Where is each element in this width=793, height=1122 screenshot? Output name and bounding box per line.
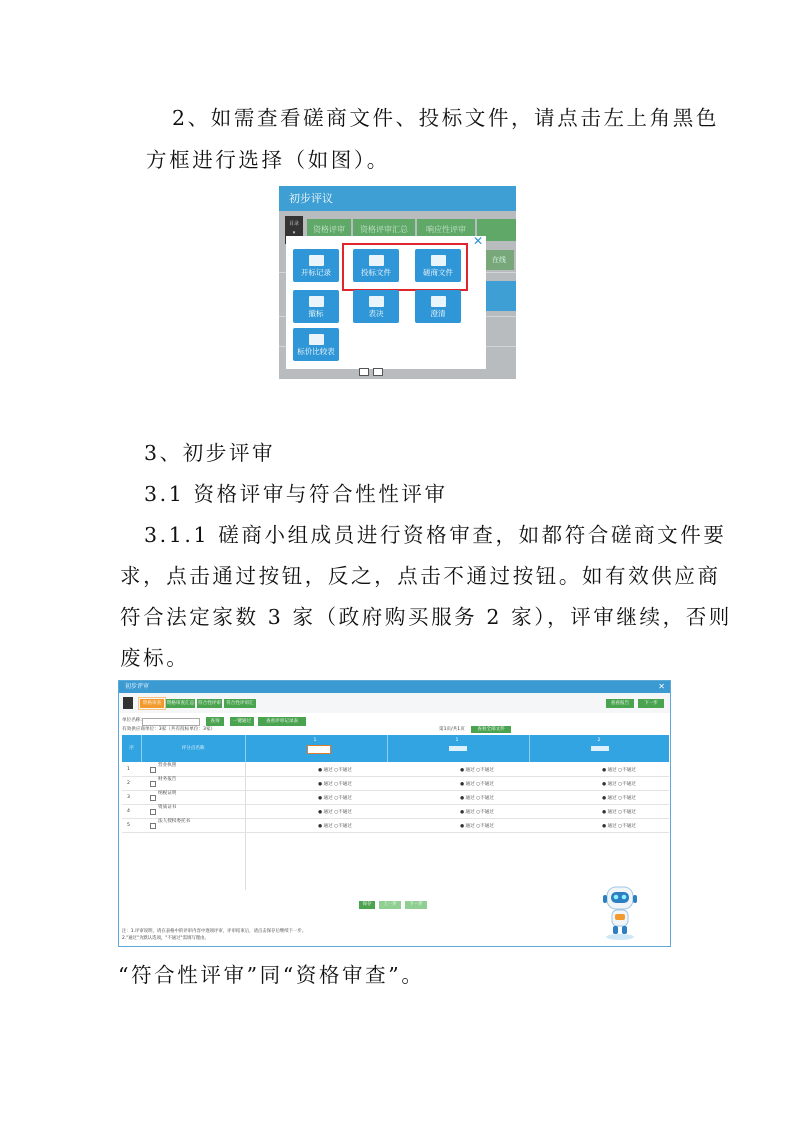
- withdraw-tile[interactable]: [293, 290, 339, 323]
- pass-radio[interactable]: 通过: [465, 782, 475, 787]
- tile-label: 标价比较表: [297, 347, 335, 356]
- fail-radio[interactable]: 不通过: [480, 782, 494, 787]
- window-title: 初步评审: [119, 681, 671, 693]
- background-strip: [484, 281, 516, 311]
- divider: [245, 735, 246, 762]
- row-number: 2: [127, 781, 130, 786]
- pass-fail-radio-group[interactable]: [602, 795, 636, 801]
- radio-icon[interactable]: ○: [616, 796, 623, 801]
- pass-radio[interactable]: 通过: [323, 796, 333, 801]
- pass-fail-radio-group[interactable]: [460, 767, 494, 773]
- table-row: [122, 819, 669, 833]
- radio-selected-icon[interactable]: ●: [318, 824, 324, 829]
- checkbox[interactable]: [150, 767, 156, 773]
- fail-radio[interactable]: 不通过: [338, 782, 352, 787]
- highlight-box: [342, 243, 468, 291]
- checkbox[interactable]: [150, 809, 156, 815]
- radio-selected-icon[interactable]: ●: [602, 782, 608, 787]
- pass-radio[interactable]: 通过: [323, 782, 333, 787]
- tab-qualification[interactable]: 资格评审: [307, 219, 351, 241]
- para-conformity-note: “符合性评审”同“资格审查”。: [118, 963, 425, 987]
- vote-tile[interactable]: [353, 290, 399, 323]
- company-name-input[interactable]: [142, 718, 200, 726]
- table-row: [122, 791, 669, 805]
- fail-radio[interactable]: 不通过: [480, 810, 494, 815]
- fail-radio[interactable]: 不通过: [480, 768, 494, 773]
- pass-fail-radio-group[interactable]: [602, 781, 636, 787]
- note-line-1: 注：1.评审说明，请在表格中的评审内容中逐项评审，评审结束后，请点击保存后继续下一步。: [122, 929, 307, 934]
- col-item-name: 评分点名称: [181, 746, 205, 751]
- pass-radio[interactable]: 通过: [607, 796, 617, 801]
- radio-selected-icon[interactable]: ●: [318, 768, 324, 773]
- online-button[interactable]: 在线: [484, 250, 514, 270]
- search-button[interactable]: 查询: [206, 717, 224, 726]
- pass-fail-radio-group[interactable]: [318, 809, 352, 815]
- row-number: 1: [127, 767, 130, 772]
- tile-label: 磋商文件: [423, 268, 453, 277]
- menu-icon-label: 目录: [288, 221, 299, 227]
- window-title: 初步评议: [279, 186, 516, 211]
- radio-selected-icon[interactable]: ●: [318, 796, 324, 801]
- radio-selected-icon[interactable]: ●: [602, 824, 608, 829]
- radio-selected-icon[interactable]: ●: [460, 824, 466, 829]
- row-number: 3: [127, 795, 130, 800]
- radio-selected-icon[interactable]: ●: [602, 796, 608, 801]
- close-icon[interactable]: ✕: [658, 682, 665, 691]
- divider: [141, 735, 142, 762]
- tile-label: 表决: [368, 309, 384, 318]
- divider: [387, 735, 388, 762]
- row-number: 5: [127, 823, 130, 828]
- tab-qualification-summary[interactable]: 资格审查汇总: [166, 701, 195, 706]
- fail-radio[interactable]: 不通过: [338, 824, 352, 829]
- radio-selected-icon[interactable]: ●: [602, 768, 608, 773]
- tile-label: 投标文件: [361, 268, 391, 277]
- next-step-button[interactable]: 下一步: [638, 699, 664, 708]
- file-icons[interactable]: [449, 746, 467, 751]
- pass-fail-radio-group[interactable]: [460, 809, 494, 815]
- tile-label: 开标记录: [301, 268, 331, 277]
- radio-icon[interactable]: ○: [332, 782, 339, 787]
- list-icon: [369, 296, 384, 307]
- document-icon: [309, 255, 324, 266]
- radio-icon[interactable]: ○: [332, 810, 339, 815]
- fail-radio[interactable]: 不通过: [622, 782, 636, 787]
- pass-fail-radio-group[interactable]: [318, 767, 352, 773]
- screenshot-preliminary-review-popup: [279, 186, 516, 379]
- pass-radio[interactable]: 通过: [607, 768, 617, 773]
- tile-label: 撤标: [308, 309, 324, 318]
- close-icon[interactable]: ✕: [473, 234, 484, 248]
- chevron-down-icon: ▾: [292, 230, 296, 236]
- item-name: 营业执照: [158, 763, 177, 768]
- col-no: 序: [129, 746, 134, 751]
- prev-step-button[interactable]: 上一步: [379, 901, 401, 909]
- view-all-files-button[interactable]: 查看全部文件: [471, 726, 511, 733]
- radio-icon[interactable]: ○: [474, 824, 481, 829]
- radio-icon[interactable]: ○: [332, 824, 339, 829]
- table-row: [122, 777, 669, 791]
- pass-fail-radio-group[interactable]: [602, 767, 636, 773]
- pass-fail-radio-group[interactable]: [318, 823, 352, 829]
- radio-icon[interactable]: ○: [474, 768, 481, 773]
- pass-radio[interactable]: 通过: [323, 810, 333, 815]
- item-name: 纳税证明: [158, 791, 177, 796]
- tile-label: 澄清: [430, 309, 446, 318]
- radio-icon[interactable]: ○: [616, 782, 623, 787]
- pass-fail-radio-group[interactable]: [602, 809, 636, 815]
- radio-selected-icon[interactable]: ●: [460, 810, 466, 815]
- clarify-tile[interactable]: [415, 290, 461, 323]
- para-view-files-line2: 方框进行选择（如图）。: [146, 148, 390, 172]
- pass-fail-radio-group[interactable]: [602, 823, 636, 829]
- fail-radio[interactable]: 不通过: [622, 810, 636, 815]
- fail-radio[interactable]: 不通过: [622, 824, 636, 829]
- fail-radio[interactable]: 不通过: [338, 810, 352, 815]
- tab-qualification[interactable]: 资格审查: [140, 699, 164, 708]
- tab-response-review[interactable]: 响应性评审: [417, 219, 475, 241]
- radio-icon[interactable]: ○: [332, 796, 339, 801]
- filter-label: 单位名称:: [122, 718, 142, 723]
- fail-radio[interactable]: 不通过: [622, 796, 636, 801]
- col-supplier-3: 2: [597, 738, 601, 743]
- radio-selected-icon[interactable]: ●: [318, 810, 324, 815]
- tab-conformity[interactable]: 符合性评审: [198, 701, 221, 706]
- item-name: 资质证书: [158, 805, 177, 810]
- pass-fail-radio-group[interactable]: [460, 781, 494, 787]
- pass-fail-radio-group[interactable]: [460, 823, 494, 829]
- fail-radio[interactable]: 不通过: [338, 796, 352, 801]
- pass-all-button[interactable]: 一键通过: [230, 717, 254, 726]
- table-row: [122, 805, 669, 819]
- para-review-instructions-line1: 3.1.1 磋商小组成员进行资格审查，如都符合磋商文件要: [144, 523, 727, 547]
- view-record-button[interactable]: 查看评审记录表: [258, 717, 306, 726]
- note-line-2: 2."通过"为默认选项，"不通过"需填写理由。: [122, 936, 209, 941]
- checkbox[interactable]: [373, 368, 383, 376]
- radio-icon[interactable]: ○: [616, 824, 623, 829]
- radio-icon[interactable]: ○: [616, 810, 623, 815]
- checkbox[interactable]: [150, 823, 156, 829]
- file-icons[interactable]: [591, 746, 609, 751]
- price-compare-tile[interactable]: [293, 328, 339, 361]
- open-record-tile[interactable]: [293, 249, 339, 282]
- tab-conformity-summary[interactable]: 符合性评审汇总: [224, 699, 256, 708]
- next-step-bottom-button[interactable]: 下一步: [405, 901, 427, 909]
- pass-radio[interactable]: 通过: [607, 824, 617, 829]
- para-review-instructions-line2: 求，点击通过按钮，反之，点击不通过按钮。如有效供应商: [120, 564, 721, 588]
- radio-icon[interactable]: ○: [616, 768, 623, 773]
- para-review-instructions-line4: 废标。: [120, 646, 190, 670]
- pass-radio[interactable]: 通过: [465, 810, 475, 815]
- pass-fail-radio-group[interactable]: [318, 781, 352, 787]
- row-number: 4: [127, 809, 130, 814]
- radio-icon[interactable]: ○: [332, 768, 339, 773]
- tab-qualification-summary[interactable]: 资格评审汇总: [353, 219, 415, 241]
- radio-selected-icon[interactable]: ●: [602, 810, 608, 815]
- checkbox[interactable]: [359, 368, 369, 376]
- radio-selected-icon[interactable]: ●: [318, 782, 324, 787]
- table-row: [122, 763, 669, 777]
- pass-fail-radio-group[interactable]: [460, 795, 494, 801]
- pass-radio[interactable]: 通过: [323, 768, 333, 773]
- robot-assistant-icon[interactable]: [599, 881, 641, 941]
- fail-radio[interactable]: 不通过: [622, 768, 636, 773]
- pass-radio[interactable]: 通过: [323, 824, 333, 829]
- document-icon[interactable]: [123, 697, 133, 709]
- fail-radio[interactable]: 不通过: [338, 768, 352, 773]
- radio-selected-icon[interactable]: ●: [460, 768, 466, 773]
- folder-icon: [309, 334, 324, 345]
- divider: [529, 735, 530, 762]
- item-name: 法人授权委托书: [158, 819, 191, 824]
- fail-radio[interactable]: 不通过: [480, 824, 494, 829]
- item-name: 财务报告: [158, 777, 177, 782]
- radio-icon[interactable]: ○: [474, 782, 481, 787]
- warning-icon: [431, 296, 446, 307]
- checkbox[interactable]: [150, 795, 156, 801]
- pass-radio[interactable]: 通过: [465, 768, 475, 773]
- col-supplier-1: 1: [313, 738, 317, 743]
- pager-text: 第1页/共1页: [439, 727, 465, 732]
- file-icons[interactable]: [307, 745, 331, 754]
- para-qualification-review: 3.1 资格评审与符合性性评审: [144, 482, 448, 506]
- radio-selected-icon[interactable]: ●: [460, 782, 466, 787]
- para-review-instructions-line3: 符合法定家数 3 家（政府购买服务 2 家），评审继续，否则: [120, 605, 732, 629]
- radio-icon[interactable]: ○: [474, 810, 481, 815]
- screenshot-preliminary-review-grid: [118, 680, 671, 947]
- radio-icon[interactable]: ○: [474, 796, 481, 801]
- radio-selected-icon[interactable]: ●: [460, 796, 466, 801]
- edit-icon: [309, 296, 324, 307]
- col-supplier-2: 1: [455, 738, 459, 743]
- view-report-button[interactable]: 查看报告: [606, 699, 634, 708]
- pass-radio[interactable]: 通过: [465, 824, 475, 829]
- pass-radio[interactable]: 通过: [465, 796, 475, 801]
- supplier-summary: 有效供应商单位：3家（共有投标单位：3家）: [122, 727, 216, 732]
- pass-radio[interactable]: 通过: [607, 782, 617, 787]
- pass-radio[interactable]: 通过: [607, 810, 617, 815]
- pass-fail-radio-group[interactable]: [318, 795, 352, 801]
- fail-radio[interactable]: 不通过: [480, 796, 494, 801]
- save-button[interactable]: 保存: [359, 901, 375, 909]
- checkbox[interactable]: [150, 781, 156, 787]
- para-preliminary-review: 3、初步评审: [144, 441, 276, 465]
- para-view-files-line1: 2、如需查看磋商文件、投标文件，请点击左上角黑色: [172, 106, 719, 130]
